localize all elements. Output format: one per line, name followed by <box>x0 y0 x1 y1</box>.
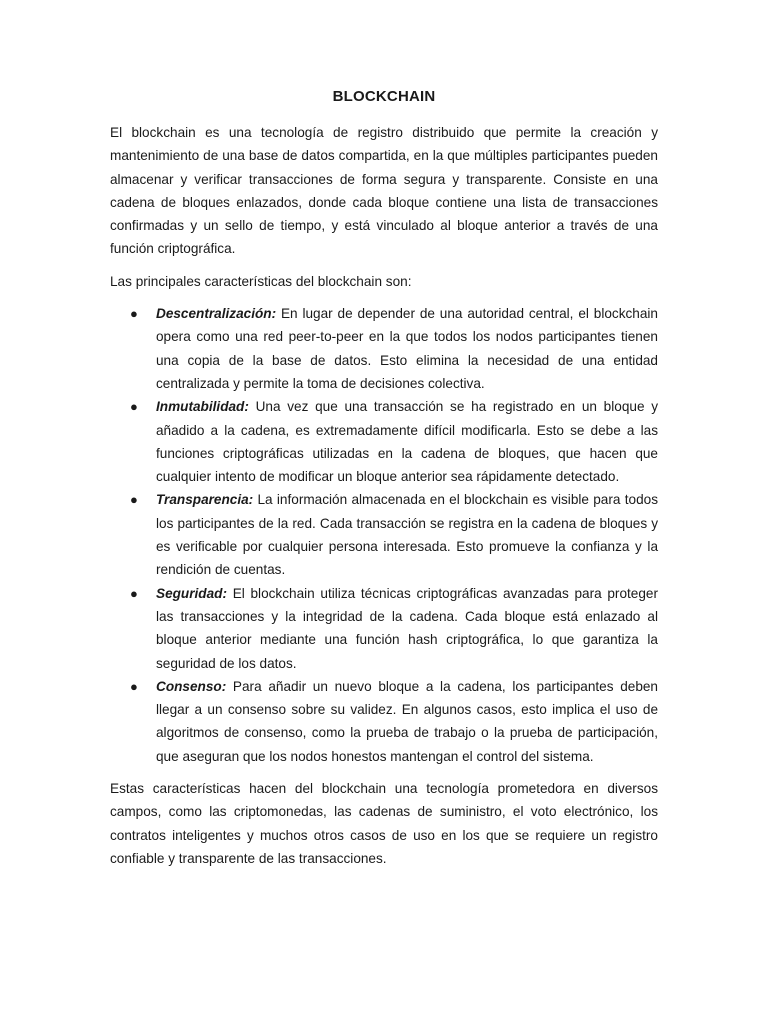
bullet-icon: ● <box>130 492 138 508</box>
bullet-icon: ● <box>130 399 138 415</box>
feature-term: Transparencia: <box>156 492 254 508</box>
bullet-icon: ● <box>130 678 138 694</box>
bullet-icon: ● <box>130 306 138 322</box>
list-item-descentralizacion <box>110 302 658 395</box>
feature-term: Inmutabilidad: <box>156 399 249 415</box>
feature-text: Para añadir un nuevo bloque a la cadena, los participantes deben llegar a un consenso sobre su validez. En algunos casos, esto implica el uso de algoritmos de consenso, como la prueba de trabajo o la prueba de participación, que aseguran que los nodos honestos mantengan el control del sistema. <box>156 678 658 764</box>
list-item-seguridad <box>110 582 658 675</box>
document-title: BLOCKCHAIN <box>332 88 436 105</box>
bullet-icon: ● <box>130 585 138 601</box>
feature-text: El blockchain utiliza técnicas criptográficas avanzadas para proteger las transacciones y la integridad de la cadena. Cada bloque está enlazado al bloque anterior mediante una función hash criptográfica, lo que garantiza la seguridad de los datos. <box>156 585 658 671</box>
intro-paragraph: El blockchain es una tecnología de registro distribuido que permite la creación y mantenimiento de una base de datos compartida, en la que múltiples participantes pueden almacenar y verificar transacciones de forma segura y transparente. Consiste en una cadena de bloques enlazados, donde cada bloque contiene una lista de transacciones confirmadas y un sello de tiempo, y está vinculado al bloque anterior a través de una función criptográfica. <box>110 125 658 257</box>
conclusion-paragraph: Estas características hacen del blockchain una tecnología prometedora en diversos campos, como las criptomonedas, las cadenas de suministro, el voto electrónico, los contratos inteligentes y muchos otros casos de uso en los que se requiere un registro confiable y transparente de las transacciones. <box>110 781 658 866</box>
list-item-consenso <box>110 675 658 768</box>
feature-text: La información almacenada en el blockchain es visible para todos los participantes de la red. Cada transacción se registra en la cadena de bloques y es verificable por cualquier persona interesada. Esto promueve la confianza y la rendición de cuentas. <box>156 492 658 578</box>
feature-term: Seguridad: <box>156 585 227 601</box>
list-item-inmutabilidad <box>110 395 658 488</box>
feature-text: En lugar de depender de una autoridad central, el blockchain opera como una red peer-to-peer en la que todos los nodos participantes tienen una copia de la base de datos. Esto elimina la necesidad de una entidad centralizada y permite la toma de decisiones colectiva. <box>156 306 658 391</box>
features-list <box>110 302 658 768</box>
document-page <box>110 88 658 879</box>
feature-term: Descentralización: <box>156 306 277 322</box>
list-intro-text: Las principales características del blockchain son: <box>110 273 412 289</box>
list-item-transparencia <box>110 488 658 581</box>
feature-text: Una vez que una transacción se ha registrado en un bloque y añadido a la cadena, es extremadamente difícil modificarla. Esto se debe a las funciones criptográficas utilizadas en la cadena de bloques, que hacen que cualquier intento de modificar un bloque anterior sea rápidamente detectado. <box>156 399 658 485</box>
feature-term: Consenso: <box>156 678 227 694</box>
